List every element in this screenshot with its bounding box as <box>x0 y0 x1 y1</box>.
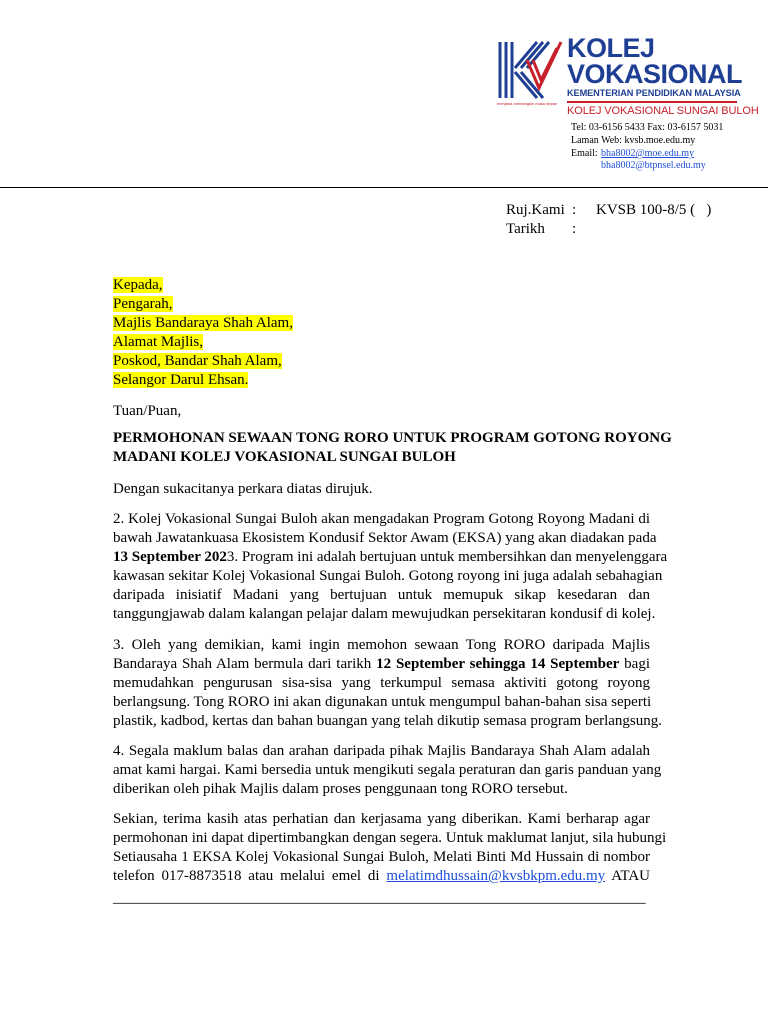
reference-note: Dengan sukacitanya perkara diatas dirujuk. <box>113 481 373 497</box>
reference-number: KVSB 100-8/5 ( ) <box>596 202 712 218</box>
paragraph-line: memudahkan pengurusan sisa-sisa yang terkumpul semasa aktiviti gotong royong <box>113 675 650 691</box>
contact-email-link-2[interactable]: bha8002@btpnsel.edu.my <box>601 160 706 171</box>
addressee-block <box>113 276 293 390</box>
brand-ministry: KEMENTERIAN PENDIDIKAN MALAYSIA <box>567 88 741 98</box>
rental-period: 12 September sehingga 14 September <box>376 656 620 672</box>
subject-line: MADANI KOLEJ VOKASIONAL SUNGAI BULOH <box>113 449 456 465</box>
addressee-line: Selangor Darul Ehsan. <box>113 372 249 388</box>
paragraph-line: daripada inisiatif Madani yang bertujuan untuk memupuk sikap kesedaran dan <box>113 587 650 603</box>
paragraph-line: telefon 017-8873518 atau melalui emel di melatimdhussain@kvsbkpm.edu.my ATAU <box>113 868 650 884</box>
subject-line: PERMOHONAN SEWAAN TONG RORO UNTUK PROGRAM GOTONG ROYONG <box>113 430 672 446</box>
addressee-line: Majlis Bandaraya Shah Alam, <box>113 315 293 331</box>
paragraph-line: amat kami hargai. Kami bersedia untuk mengikuti segala peraturan dan garis panduan yang <box>113 762 662 778</box>
contact-website: Laman Web: kvsb.moe.edu.my <box>571 135 696 146</box>
letter-subject <box>113 429 672 467</box>
brand-college-name: KOLEJ VOKASIONAL SUNGAI BULOH <box>567 105 759 117</box>
addressee-line: Poskod, Bandar Shah Alam, <box>113 353 282 369</box>
paragraph-line: Setiausaha 1 EKSA Kolej Vokasional Sungai Buloh, Melati Binti Md Hussain di nombor <box>113 849 650 865</box>
paragraph-line: 3. Oleh yang demikian, kami ingin memohon sewaan Tong RORO daripada Majlis <box>113 637 650 653</box>
addressee-line: Pengarah, <box>113 296 173 312</box>
paragraph-line: Sekian, terima kasih atas perhatian dan kerjasama yang diberikan. Kami berharap agar <box>113 811 650 827</box>
college-logo-icon <box>497 38 565 102</box>
paragraph-3 <box>113 636 663 731</box>
paragraph-line: bawah Jawatankuasa Ekosistem Kondusif Sektor Awam (EKSA) yang akan diadakan pada <box>113 530 657 546</box>
contact-email-link[interactable]: melatimdhussain@kvsbkpm.edu.my <box>386 868 606 884</box>
contact-phone-fax: Tel: 03-6156 5433 Fax: 03-6157 5031 <box>571 122 724 133</box>
paragraph-line: 4. Segala maklum balas dan arahan daripada pihak Majlis Bandaraya Shah Alam adalah <box>113 743 650 759</box>
event-date: 13 September 202 <box>113 549 227 565</box>
paragraph-2 <box>113 510 668 624</box>
paragraph-line: kawasan sekitar Kolej Vokasional Sungai Buloh. Gotong royong ini juga adalah sebahagian <box>113 568 663 584</box>
addressee-line: Alamat Majlis, <box>113 334 203 350</box>
paragraph-line: 2. Kolej Vokasional Sungai Buloh akan mengadakan Program Gotong Royong Madani di <box>113 511 650 527</box>
paragraph-line: Bandaraya Shah Alam bermula dari tarikh 12 September sehingga 14 September bagi <box>113 656 650 672</box>
brand-title-line1: KOLEJ <box>567 33 655 63</box>
contact-email-link-1[interactable]: bha8002@moe.edu.my <box>601 148 695 159</box>
brand-title-line2: VOKASIONAL <box>567 59 743 89</box>
salutation: Tuan/Puan, <box>113 403 182 419</box>
logo-tagline: menjana memangkin masa depan <box>497 101 558 106</box>
reference-colon: : <box>572 202 577 218</box>
brand-divider <box>567 101 737 103</box>
date-label: Tarikh <box>506 221 545 237</box>
contact-email-label: Email: <box>571 148 598 159</box>
paragraph-line: permohonan ini dapat dipertimbangkan dengan segera. Untuk maklumat lanjut, sila hubungi <box>113 830 667 846</box>
paragraph-line: berlangsung. Tong RORO ini akan digunakan untuk mengumpul bahan-bahan sisa seperti <box>113 694 652 710</box>
reference-label: Ruj.Kami <box>506 202 565 218</box>
header-divider <box>0 187 768 188</box>
addressee-line: Kepada, <box>113 277 163 293</box>
paragraph-line: tanggungjawab dalam kalangan pelajar dalam mewujudkan persekitaran kondusif di kolej. <box>113 606 656 622</box>
date-colon: : <box>572 221 577 237</box>
blank-fill-line: _______________________________________________________________________ <box>113 890 646 906</box>
paragraph-4 <box>113 742 662 799</box>
paragraph-line: diberikan oleh pihak Majlis dalam proses penggunaan tong RORO tersebut. <box>113 781 568 797</box>
closing-paragraph <box>113 810 667 886</box>
paragraph-line: plastik, kadbod, kertas dan bahan buangan yang telah dikutip semasa program berlangsung. <box>113 713 663 729</box>
paragraph-line: 13 September 2023. Program ini adalah bertujuan untuk membersihkan dan menyelenggara <box>113 549 668 565</box>
